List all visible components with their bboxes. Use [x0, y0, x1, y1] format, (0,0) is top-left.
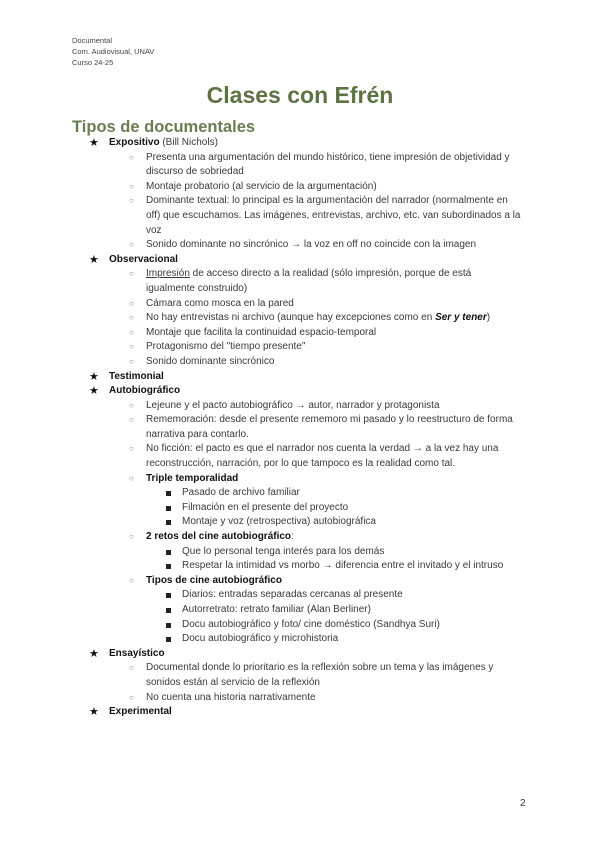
document-body: [72, 136, 522, 720]
circle-bullet-icon: ○: [129, 692, 134, 702]
circle-bullet-icon: ○: [129, 575, 134, 585]
circle-bullet-icon: ○: [129, 356, 134, 366]
list-item-testimonial: ★ Testimonial: [89, 370, 164, 383]
list-item-triple-temporalidad: ○ Triple temporalidad Pasado de archivo familiar Filmación en el presente del proyecto Montaje y voz (retrospectiva) autobiográfica: [109, 472, 522, 530]
list-item: Respetar la intimidad vs morbo → diferencia entre el invitado y el intruso: [146, 559, 522, 574]
star-bullet-icon: ★: [89, 253, 99, 266]
page-title: Clases con Efrén: [206, 82, 394, 108]
list-item: ○ Lejeune y el pacto autobiográfico → autor, narrador y protagonista: [109, 399, 522, 414]
header-year: Curso 24-25: [72, 58, 114, 67]
list-item: ○ Montaje probatorio (al servicio de la argumentación): [109, 180, 522, 195]
star-bullet-icon: ★: [89, 370, 99, 383]
list-item: ○ Protagonismo del "tiempo presente": [109, 340, 522, 355]
circle-bullet-icon: ○: [129, 298, 134, 308]
circle-bullet-icon: ○: [129, 152, 134, 162]
list-item-ensayistico: ★ Ensayístico ○ Documental donde lo prioritario es la reflexión sobre un tema y las imágenes y sonidos están al servicio de la reflexión ○ No cuenta una historia narrativamente: [72, 647, 522, 705]
square-bullet-icon: [166, 564, 171, 569]
square-bullet-icon: [166, 608, 171, 613]
list-item: Filmación en el presente del proyecto: [146, 501, 522, 516]
list-item: ○ Presenta una argumentación del mundo histórico, tiene impresión de objetividad y discurso de sobriedad: [129, 151, 510, 178]
list-item: ○ Sonido dominante no sincrónico → la voz en off no coincide con la imagen: [109, 238, 522, 253]
circle-bullet-icon: ○: [129, 327, 134, 337]
page-number: 2: [520, 798, 526, 809]
star-bullet-icon: ★: [89, 385, 99, 398]
circle-bullet-icon: ○: [129, 400, 134, 410]
list-item-expositivo: ★ Expositivo (Bill Nichols) ○ Presenta una argumentación del mundo histórico, tiene impresión de objetividad y discurso de sobriedad ○ Montaje probatorio (al servicio de la argumentación) ○ Dominante textual: lo principal es la argumentación del narrador (normalmente en off) que escuchamos. Las imágenes, entrevistas, archivo, etc. van subordinados a la voz ○ Sonido dominante no sincrónico → la voz en off no coincide con la imagen: [72, 136, 522, 253]
circle-bullet-icon: ○: [129, 196, 134, 206]
list-item-retos: ○ 2 retos del cine autobiográfico: Que lo personal tenga interés para los demás Respetar la intimidad vs morbo → diferencia entre el invitado y el intruso: [109, 530, 522, 574]
star-bullet-icon: ★: [89, 137, 99, 149]
list-item-tipos-cine: ○ Tipos de cine autobiográfico Diarios: entradas separadas cercanas al presente Autorretrato: retrato familiar (Alan Berliner) Docu autobiográfico y foto/ cine doméstico (Sandhya Suri) Docu autobiográfico y microhistoria: [109, 574, 522, 647]
list-item: ○ No ficción: el pacto es que el narrador nos cuenta la verdad → a la vez hay una reconstrucción, narración, por lo que tampoco es la realidad como tal.: [129, 443, 499, 470]
list-item: ○ Sonido dominante sincrónico: [109, 355, 522, 370]
list-item-observacional: ★ Observacional ○ Impresión de acceso directo a la realidad (sólo impresión, porque de está igualmente construido) ○ Cámara como mosca en la pared ○ No hay entrevistas ni archivo (aunque hay excepciones como en Ser y tener) ○ Montaje que facilita la continuidad espacio-temporal ○ Protagonismo del "tiempo presente" ○ Sonido dominante sincrónico: [72, 253, 522, 370]
list-item: Docu autobiográfico y foto/ cine doméstico (Sandhya Suri): [146, 618, 522, 633]
square-bullet-icon: [166, 520, 171, 525]
list-item: Autorretrato: retrato familiar (Alan Berliner): [146, 603, 522, 618]
list-item: Diarios: entradas separadas cercanas al presente: [146, 588, 522, 603]
list-item-experimental: ★ Experimental: [89, 706, 172, 719]
list-item-autobiografico: ★ Autobiográfico ○ Lejeune y el pacto autobiográfico → autor, narrador y protagonista ○ Rememoración: desde el presente rememoro mi pasado y lo reestructuro de forma narrativa para contarlo. ○ No ficción: el pacto es que el narrador nos cuenta la verdad → a la vez hay una reconstrucción, narración, por lo que tampoco es la realidad como tal. ○ Triple temporalidad Pasado de archivo familiar Filmación en el presente del proyecto Montaje y voz (retrospectiva) autobiográfica ○ 2 retos del cine autobiográfico: Que lo personal tenga interés para los demás Respetar la intimidad vs morbo → diferencia entre el invitado y el intruso ○ Tipos de cine autobiográfico Diarios: entradas separadas cercanas al presente Autorretrato: retrato familiar (Alan Berliner) Docu autobiográfico y foto/ cine doméstico (Sandhya Suri) Docu autobiográfico y microhistoria: [72, 384, 522, 647]
list-item: ○ Dominante textual: lo principal es la argumentación del narrador (normalmente en off) que escuchamos. Las imágenes, entrevistas, archivo, etc. van subordinados a la voz: [129, 195, 521, 236]
list-item: Docu autobiográfico y microhistoria: [146, 632, 522, 647]
list-item: ○ Rememoración: desde el presente rememoro mi pasado y lo reestructuro de forma narrativa para contarlo.: [129, 414, 513, 440]
circle-bullet-icon: ○: [129, 269, 134, 279]
circle-bullet-icon: ○: [129, 473, 134, 483]
circle-bullet-icon: ○: [129, 415, 134, 425]
list-item: ○ Cámara como mosca en la pared: [109, 297, 522, 312]
list-item: ○ No hay entrevistas ni archivo (aunque hay excepciones como en Ser y tener): [109, 311, 522, 326]
circle-bullet-icon: ○: [129, 181, 134, 191]
square-bullet-icon: [166, 593, 171, 598]
header-course: Documental: [72, 36, 113, 45]
star-bullet-icon: ★: [89, 706, 99, 719]
circle-bullet-icon: ○: [129, 663, 134, 673]
header-program: Com. Audiovisual, UNAV: [72, 47, 155, 56]
circle-bullet-icon: ○: [129, 342, 134, 352]
list-item: ○ Impresión de acceso directo a la realidad (sólo impresión, porque de está igualmente construido): [129, 268, 472, 294]
star-bullet-icon: ★: [89, 647, 99, 660]
square-bullet-icon: [166, 623, 171, 628]
circle-bullet-icon: ○: [129, 532, 134, 542]
square-bullet-icon: [166, 637, 171, 642]
square-bullet-icon: [166, 491, 171, 496]
list-item: ○ Documental donde lo prioritario es la reflexión sobre un tema y las imágenes y sonidos están al servicio de la reflexión: [129, 662, 494, 688]
circle-bullet-icon: ○: [129, 444, 134, 454]
list-item: Que lo personal tenga interés para los demás: [146, 545, 522, 560]
document-header: [72, 35, 154, 68]
circle-bullet-icon: ○: [129, 240, 134, 250]
square-bullet-icon: [166, 506, 171, 511]
list-item: Pasado de archivo familiar: [146, 486, 522, 501]
square-bullet-icon: [166, 550, 171, 555]
list-item: ○ Montaje que facilita la continuidad espacio-temporal: [109, 326, 522, 341]
list-item: Montaje y voz (retrospectiva) autobiográfica: [146, 515, 522, 530]
section-heading: Tipos de documentales: [72, 118, 256, 136]
circle-bullet-icon: ○: [129, 313, 134, 323]
list-item: ○ No cuenta una historia narrativamente: [109, 691, 522, 706]
